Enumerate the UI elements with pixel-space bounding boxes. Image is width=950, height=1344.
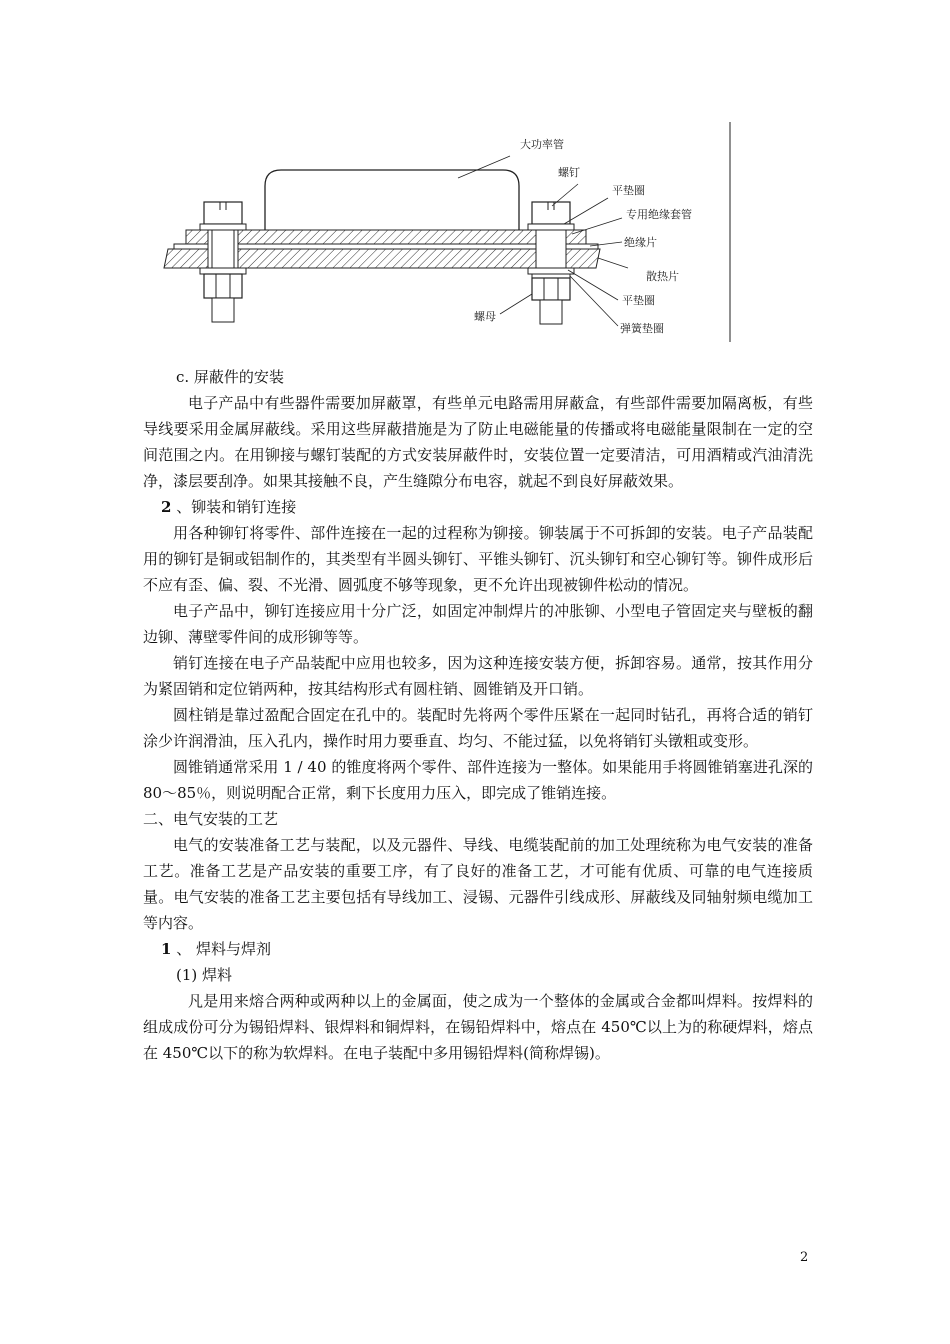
label-screw: 螺钉 [558, 166, 580, 179]
tube-flange [186, 230, 586, 244]
section-1-heading [143, 936, 813, 962]
power-tube-body [265, 170, 519, 230]
label-heat-sink: 散热片 [646, 270, 679, 283]
paragraph-rivet-applications: 电子产品中，铆钉连接应用十分广泛，如固定冲制焊片的冲胀铆、小型电子管固定夹与壁板的翻边铆、薄壁零件间的成形铆等等。 [143, 602, 813, 646]
section-two-heading: 二、电气安装的工艺 [143, 810, 279, 828]
section-1-title: 、 焊料与焊剂 [176, 940, 271, 958]
paragraph-shielding: 电子产品中有些器件需要加屏蔽罩，有些单元电路需用屏蔽盒，有些部件需要加隔离板，有些导线要采用金属屏蔽线。采用这些屏蔽措施是为了防止电磁能量的传播或将电磁能量限制在一定的空间范围之内。在用铆接与螺钉装配的方式安装屏蔽件时，安装位置一定要清洁，可用酒精或汽油清洗净，漆层要刮净。如果其接触不良，产生缝隙分布电容，就起不到良好屏蔽效果。 [143, 394, 813, 490]
page-number: 2 [800, 1250, 809, 1265]
label-flat-washer-top: 平垫圈 [612, 184, 645, 197]
paragraph-pin-connection: 销钉连接在电子产品装配中应用也较多，因为这种连接安装方便，拆卸容易。通常，按其作用分为紧固销和定位销两种，按其结构形式有圆柱销、圆锥销及开口销。 [143, 654, 813, 698]
subsection-solder-heading: (1) 焊料 [176, 966, 233, 984]
label-nut: 螺母 [474, 310, 496, 323]
body-text [143, 364, 813, 1066]
label-insulating-sheet: 绝缘片 [624, 236, 657, 249]
section-2-heading [143, 494, 813, 520]
section-c-heading: c. 屏蔽件的安装 [176, 368, 284, 386]
label-insulating-sleeve: 专用绝缘套管 [626, 208, 692, 221]
paragraph-cylindrical-pin: 圆柱销是靠过盈配合固定在孔中的。装配时先将两个零件压紧在一起同时钻孔，再将合适的销钉涂少许润滑油，压入孔内，操作时用力要垂直、均匀、不能过猛，以免将销钉头镦粗或变形。 [143, 706, 813, 750]
label-power-tube: 大功率管 [520, 138, 564, 151]
power-tube-mounting-drawing [160, 118, 740, 344]
section-2-title: 、铆装和销钉连接 [176, 498, 297, 516]
label-spring-washer: 弹簧垫圈 [620, 322, 664, 335]
section-2-number: 2 [161, 498, 172, 516]
paragraph-tapered-pin: 圆锥销通常采用 1 / 40 的锥度将两个零件、部件连接为一整体。如果能用手将圆锥销塞进孔深的 80～85％，则说明配合正常，剩下长度用力压入，即完成了锥销连接。 [143, 758, 813, 802]
paragraph-riveting: 用各种铆钉将零件、部件连接在一起的过程称为铆接。铆装属于不可拆卸的安装。电子产品装配用的铆钉是铜或铝制作的，其类型有半圆头铆钉、平锥头铆钉、沉头铆钉和空心铆钉等。铆件成形后不应有歪、偏、裂、不光滑、圆弧度不够等现象，更不允许出现被铆件松动的情况。 [143, 524, 813, 594]
paragraph-electrical-prep: 电气的安装准备工艺与装配，以及元器件、导线、电缆装配前的加工处理统称为电气安装的准备工艺。准备工艺是产品安装的重要工序，有了良好的准备工艺，才可能有优质、可靠的电气连接质量。电气安装的准备工艺主要包括有导线加工、浸锡、元器件引线成形、屏蔽线及同轴射频电缆加工等内容。 [143, 836, 813, 932]
mounting-diagram [160, 118, 740, 344]
section-1-number: 1 [161, 940, 172, 958]
paragraph-solder: 凡是用来熔合两种或两种以上的金属面，使之成为一个整体的金属或合金都叫焊料。按焊料的组成成份可分为锡铅焊料、银焊料和铜焊料，在锡铅焊料中，熔点在 450℃以上为的称硬焊料，熔点在 450℃以下的称为软焊料。在电子装配中多用锡铅焊料(简称焊锡)。 [143, 992, 813, 1062]
label-flat-washer-bottom: 平垫圈 [622, 294, 655, 307]
